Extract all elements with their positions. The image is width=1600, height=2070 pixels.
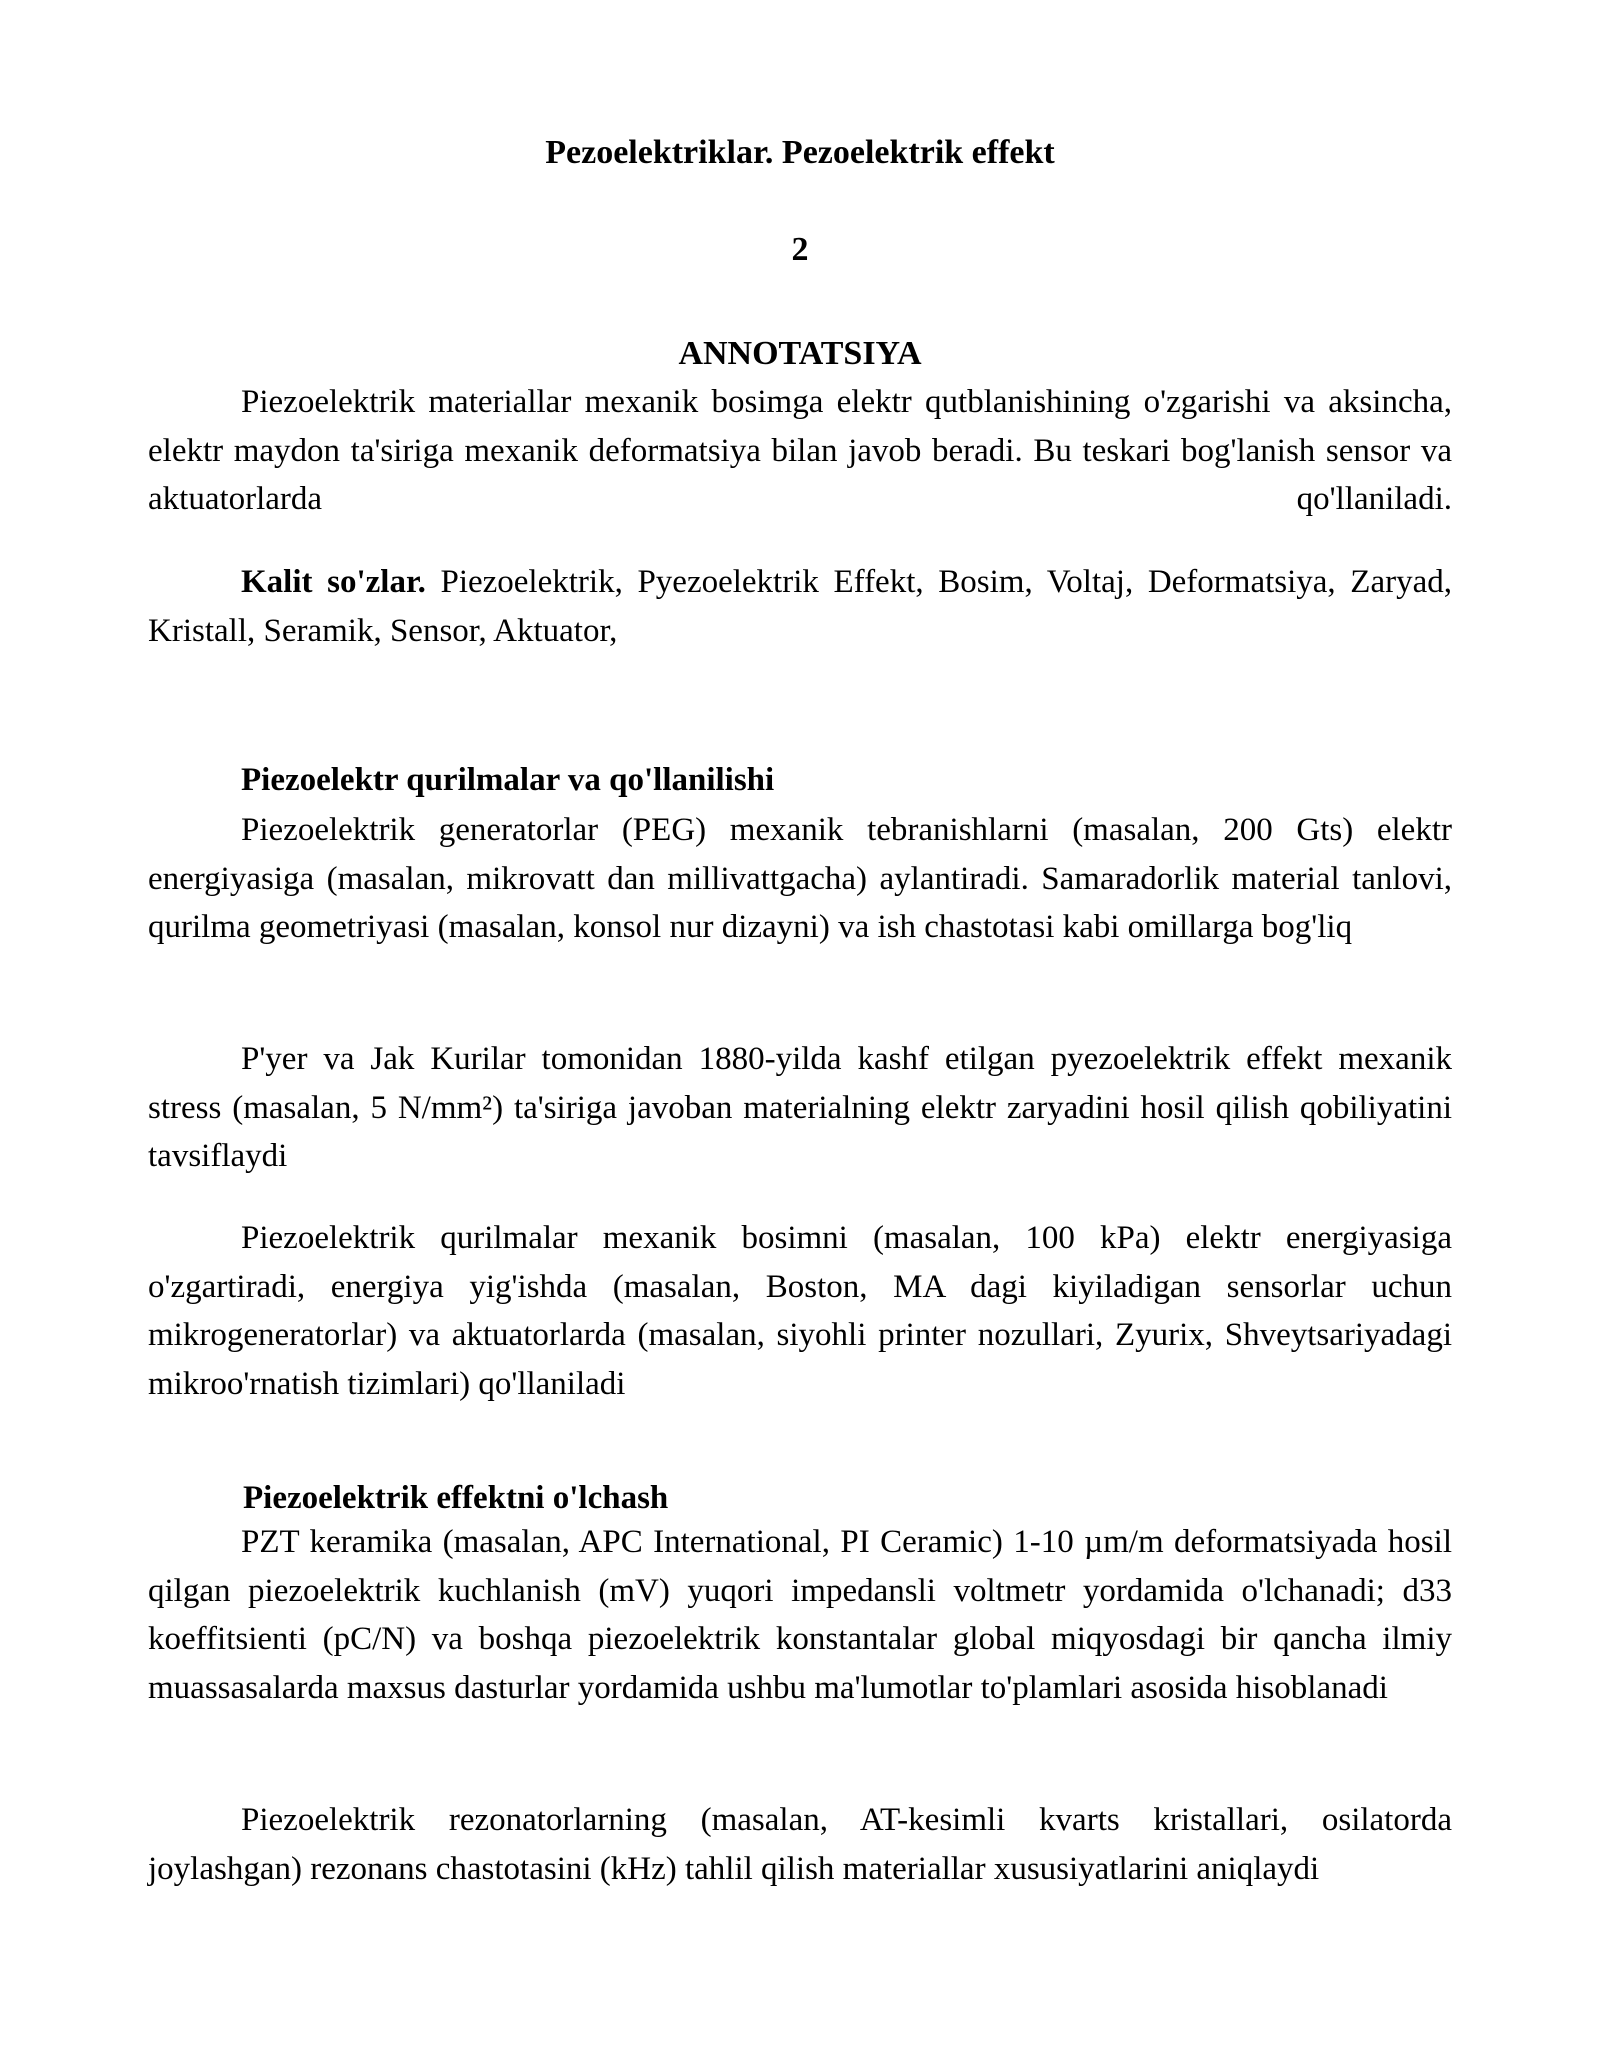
section-devices-paragraph-1: Piezoelektrik generatorlar (PEG) mexanik tebranishlarni (masalan, 200 Gts) elektr energiyasiga (masalan, mikrovatt dan millivattgacha) aylantiradi. Samaradorlik material tanlovi, qurilma geometriyasi (masalan, konsol nur dizayni) va ish chastotasi kabi omillarga bog'liq xyxy=(148,812,1452,945)
keywords-text: Piezoelektrik, Pyezoelektrik Effekt, Bosim, Voltaj, Deformatsiya, Zaryad, Kristall, Seramik, Sensor, Aktuator, xyxy=(148,564,1453,649)
document-title: Pezoelektriklar. Pezoelektrik effekt xyxy=(545,134,1055,171)
annotation-heading: ANNOTATSIYA xyxy=(678,335,922,372)
section-measurement-paragraph-1: PZT keramika (masalan, APC International, PI Ceramic) 1-10 µm/m deformatsiyada hosil qilgan piezoelektrik kuchlanish (mV) yuqori impedansli voltmetr yordamida o'lchanadi; d33 koeffitsienti (pC/N) va boshqa piezoelektrik konstantalar global miqyosdagi bir qancha ilmiy muassasalarda maxsus dasturlar yordamida ushbu ma'lumotlar to'plamlari asosida hisoblanadi xyxy=(148,1524,1452,1706)
keywords-paragraph xyxy=(148,558,1452,655)
section-heading-measurement: Piezoelektrik effektni o'lchash xyxy=(243,1480,669,1516)
page-number: 2 xyxy=(791,231,809,268)
annotation-text: Piezoelektrik materiallar mexanik bosimga elektr qutblanishining o'zgarishi va aksincha, elektr maydon ta'siriga mexanik deformatsiya bilan javob beradi. Bu teskari bog'lanish sensor va aktuatorlarda qo'llaniladi. xyxy=(148,384,1452,517)
section-measurement-paragraph-2: Piezoelektrik rezonatorlarning (masalan, AT-kesimli kvarts kristallari, osilatorda joylashgan) rezonans chastotasini (kHz) tahlil qilish materiallar xususiyatlarini aniqlaydi xyxy=(148,1802,1452,1887)
section-devices-paragraph-3: Piezoelektrik qurilmalar mexanik bosimni (masalan, 100 kPa) elektr energiyasiga o'zgartiradi, energiya yig'ishda (masalan, Boston, MA dagi kiyiladigan sensorlar uchun mikrogeneratorlar) va aktuatorlarda (masalan, siyohli printer nozullari, Zyurix, Shveytsariyadagi mikroo'rnatish tizimlari) qo'llaniladi xyxy=(148,1220,1452,1402)
section-heading-devices: Piezoelektr qurilmalar va qo'llanilishi xyxy=(241,762,775,798)
keywords-label: Kalit so'zlar. xyxy=(241,564,426,600)
section-devices-paragraph-2: P'yer va Jak Kurilar tomonidan 1880-yilda kashf etilgan pyezoelektrik effekt mexanik stress (masalan, 5 N/mm²) ta'siriga javoban materialning elektr zaryadini hosil qilish qobiliyatini tavsiflaydi xyxy=(148,1041,1452,1174)
